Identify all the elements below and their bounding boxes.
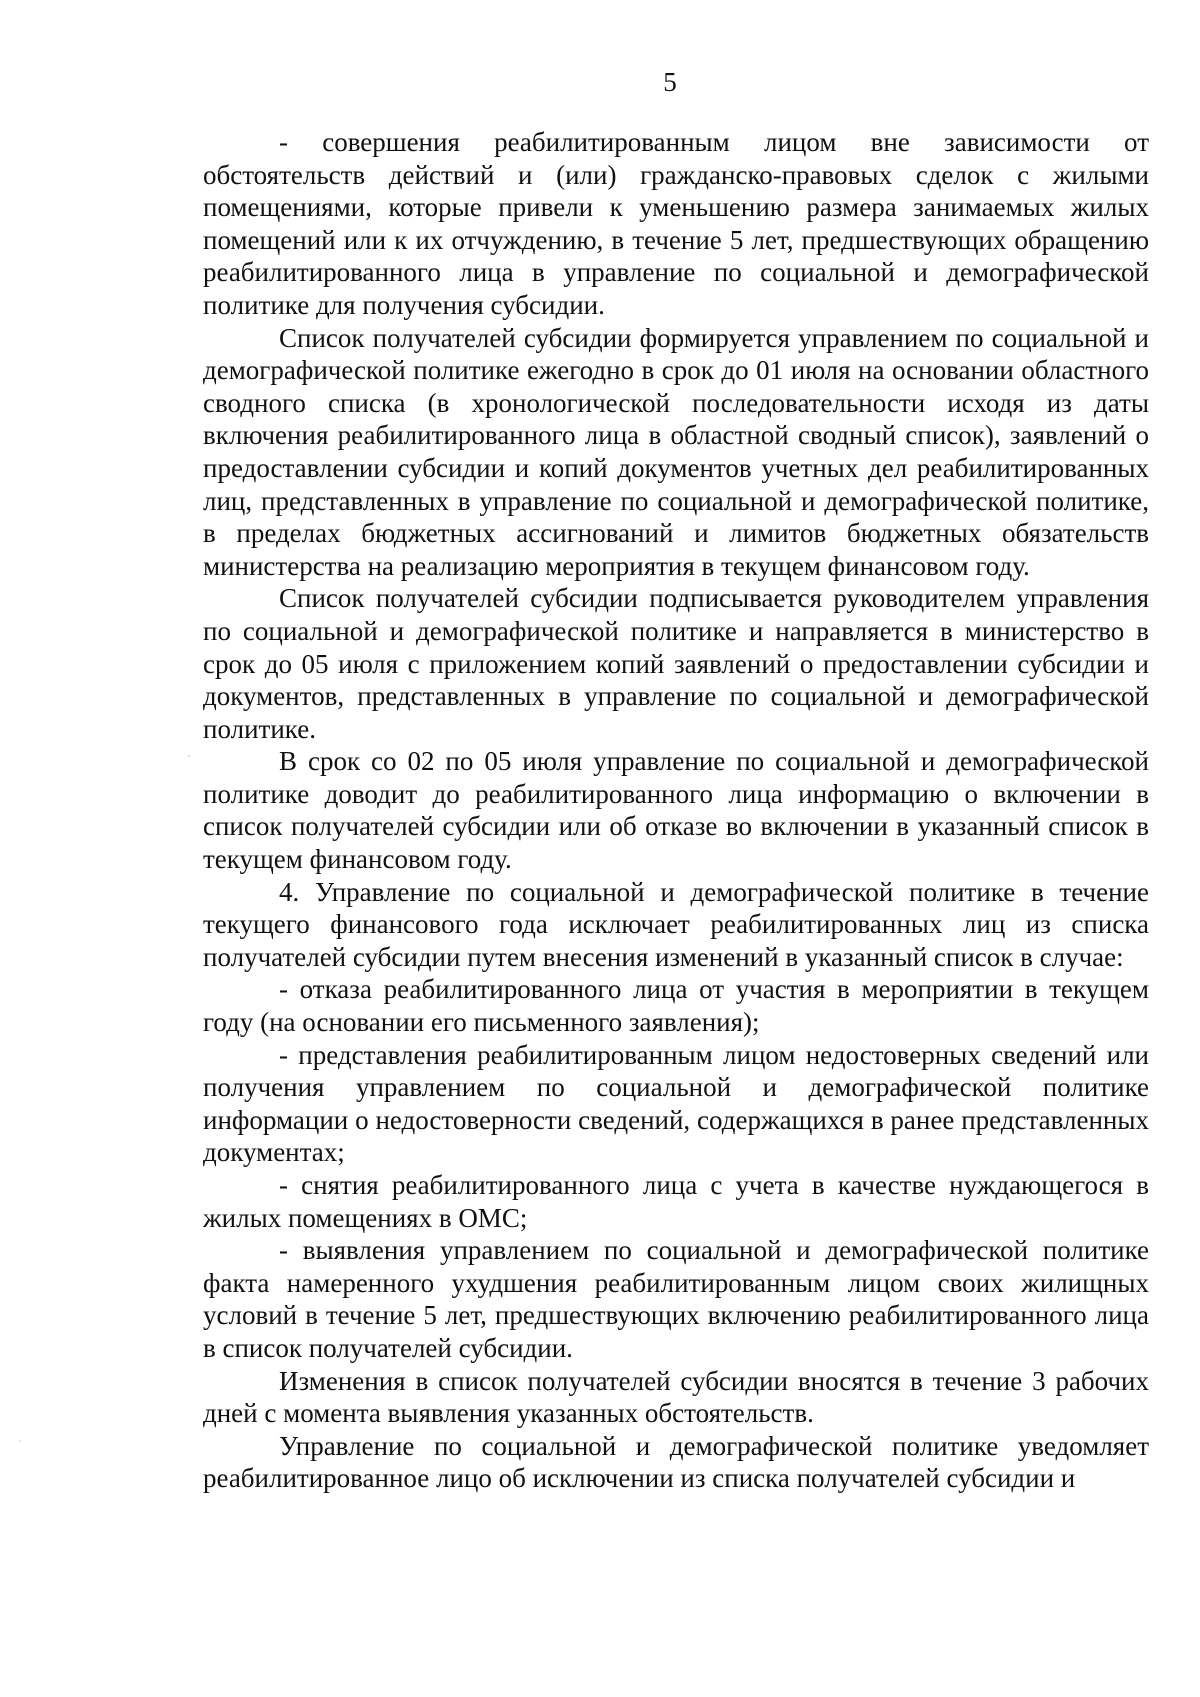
list-item-deliberate-worsening: - выявления управлением по социальной и демографической политике факта намеренного ухудшения реабилитированным лицом своих жилищных условий в течение 5 лет, предшествующих включению реабилитированного лица в список получателей субсидии. xyxy=(203,1235,1149,1363)
paragraph-list-signing: Список получателей субсидии подписывается руководителем управления по социальной и демографической политике и направляется в министерство в срок до 05 июля с приложением копий заявлений о предоставлении субсидии и документов, представленных в управление по социальной и демографической политике. xyxy=(203,583,1149,744)
list-item-refusal: - отказа реабилитированного лица от участия в мероприятии в текущем году (на основании его письменного заявления); xyxy=(203,974,1149,1038)
paragraph-item-4-exclusion: 4. Управление по социальной и демографической политике в течение текущего финансового года исключает реабилитированных лиц из списка получателей субсидии путем внесения изменений в указанный список в случае: xyxy=(203,876,1149,972)
paragraph-changes-term: Изменения в список получателей субсидии вносятся в течение 3 рабочих дней с момента выявления указанных обстоятельств. xyxy=(203,1365,1149,1429)
list-item-false-information: - представления реабилитированным лицом недостоверных сведений или получения управлением по социальной и демографической политике информации о недостоверности сведений, содержащихся в ранее представленных документах; xyxy=(203,1039,1149,1168)
page-number: 5 xyxy=(663,67,677,97)
paragraph-list-formation: Список получателей субсидии формируется управлением по социальной и демографической политике ежегодно в срок до 01 июля на основании областного сводного списка (в хронологической последовательности исходя из даты включения реабилитированного лица в областной сводный список), заявлений о предоставлении субсидии и копий документов учетных дел реабилитированных лиц, представленных в управление по социальной и демографической политике, в пределах бюджетных ассигнований и лимитов бюджетных обязательств министерства на реализацию мероприятия в текущем финансовом году. xyxy=(203,322,1149,581)
paragraph-exclusion-notice: Управление по социальной и демографической политике уведомляет реабилитированное лицо об исключении из списка получателей субсидии и xyxy=(203,1430,1149,1494)
paragraph-circumstances: - совершения реабилитированным лицом вне зависимости от обстоятельств действий и (или) гражданско-правовых сделок с жилыми помещениями, которые привели к уменьшению размера занимаемых жилых помещений или к их отчуждению, в течение 5 лет, предшествующих обращению реабилитированного лица в управление по социальной и демографической политике для получения субсидии. xyxy=(203,127,1149,320)
document-body xyxy=(203,126,1149,1495)
list-item-deregistration: - снятия реабилитированного лица с учета в качестве нуждающегося в жилых помещениях в ОМС; xyxy=(203,1170,1149,1233)
paragraph-notification-deadline: В срок со 02 по 05 июля управление по социальной и демографической политике доводит до реабилитированного лица информацию о включении в список получателей субсидии или об отказе во включении в указанный список в текущем финансовом году. xyxy=(203,746,1149,875)
